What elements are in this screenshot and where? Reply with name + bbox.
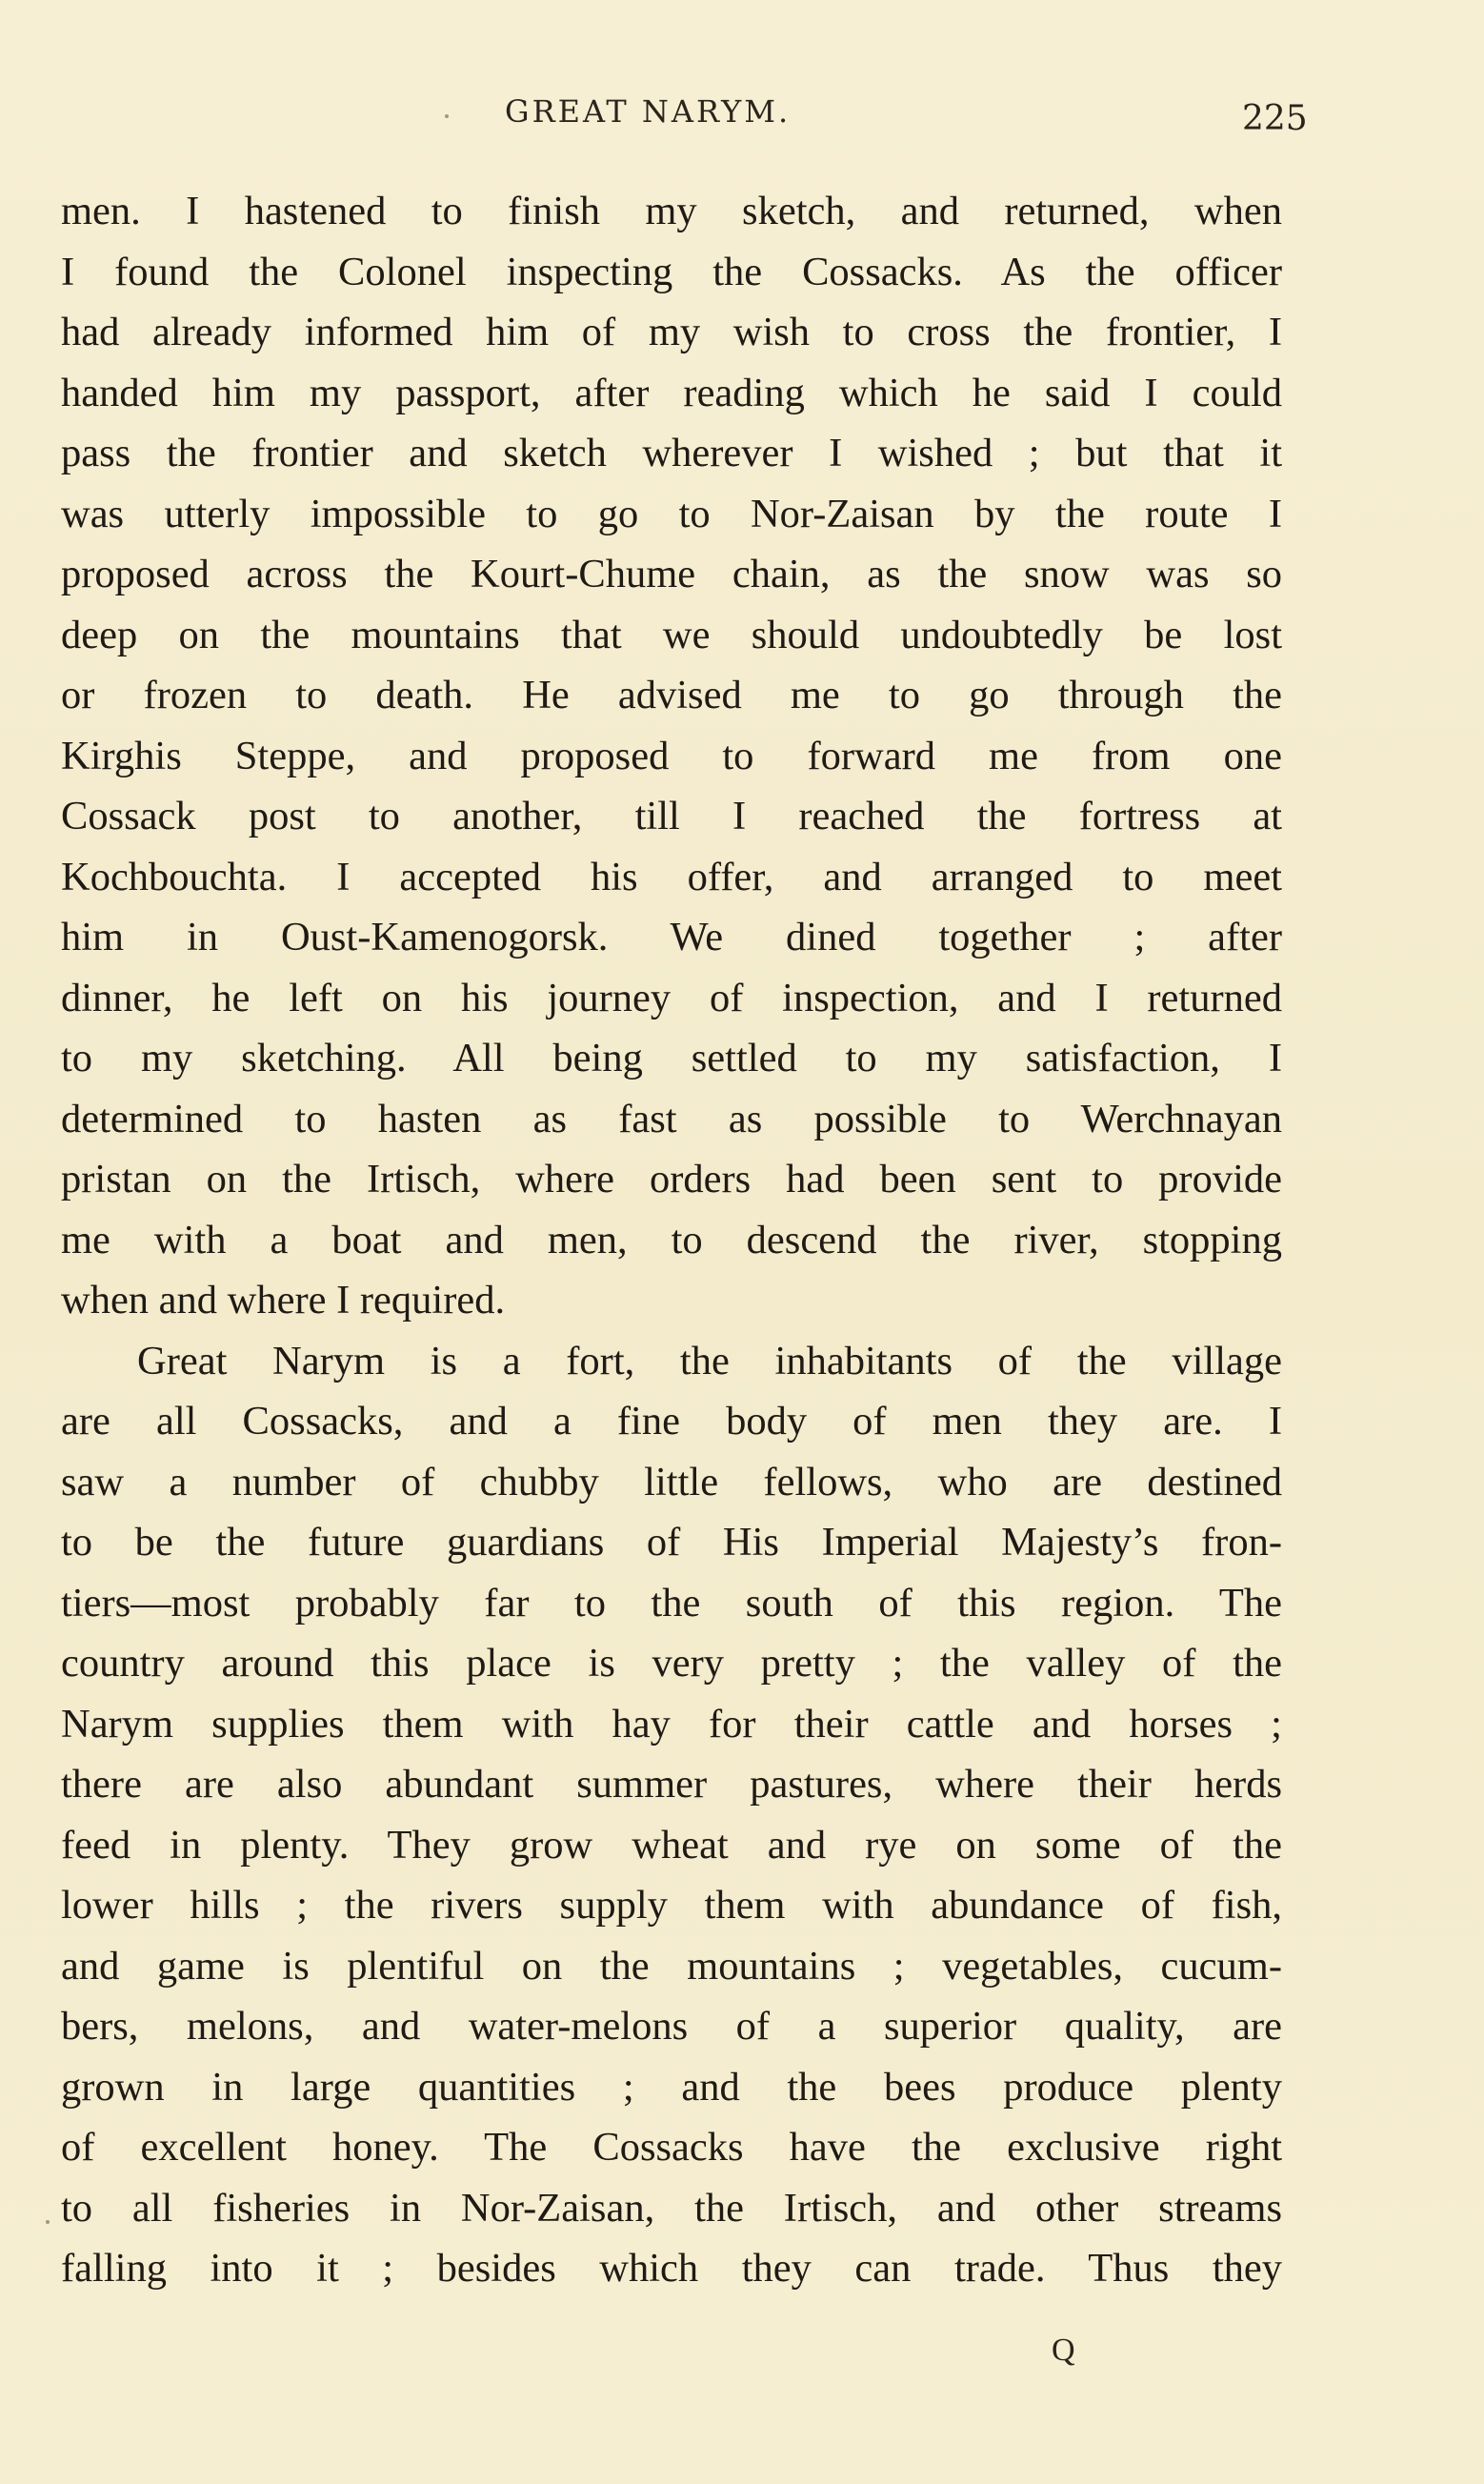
text-line: dinner, he left on his journey of inspection, and I returned (61, 975, 1282, 1020)
text-line: pass the frontier and sketch wherever I wished ; but that it (61, 431, 1282, 475)
signature-mark: Q (1052, 2333, 1075, 2368)
paper-speck (46, 2220, 50, 2224)
text-line: proposed across the Kourt-Chume chain, as the snow was so (61, 552, 1282, 596)
text-line: handed him my passport, after reading which he said I could (61, 370, 1282, 415)
text-line: men. I hastened to finish my sketch, and returned, when (61, 189, 1282, 233)
text-line: to be the future guardians of His Imperial Majesty’s fron- (61, 1520, 1282, 1565)
text-line: him in Oust-Kamenogorsk. We dined together ; after (61, 915, 1282, 959)
text-line: tiers—most probably far to the south of this region. The (61, 1580, 1282, 1626)
text-line: I found the Colonel inspecting the Cossacks. As the officer (61, 249, 1282, 294)
text-line: saw a number of chubby little fellows, who are destined (61, 1459, 1282, 1505)
text-line: falling into it ; besides which they can trade. Thus they (61, 2246, 1282, 2291)
text-line: Great Narym is a fort, the inhabitants of the village (137, 1338, 1282, 1383)
text-line: deep on the mountains that we should undoubtedly be lost (61, 612, 1282, 657)
page-number: 225 (1242, 99, 1308, 138)
text-line: Cossack post to another, till I reached the fortress at (61, 794, 1282, 838)
text-line: determined to hasten as fast as possible to Werchnayan (61, 1096, 1282, 1141)
paper-speck (445, 114, 449, 118)
text-line: bers, melons, and water-melons of a superior quality, are (61, 2004, 1282, 2049)
text-line: pristan on the Irtisch, where orders had been sent to provide (61, 1157, 1282, 1202)
text-line: of excellent honey. The Cossacks have the exclusive right (61, 2125, 1282, 2170)
text-line: when and where I required. (61, 1278, 506, 1323)
text-line: Narym supplies them with hay for their cattle and horses ; (61, 1701, 1282, 1747)
text-line: there are also abundant summer pastures, where their herds (61, 1762, 1282, 1807)
text-line: and game is plentiful on the mountains ; vegetables, cucum- (61, 1943, 1282, 1989)
text-line: feed in plenty. They grow wheat and rye on some of the (61, 1822, 1282, 1868)
text-line: are all Cossacks, and a fine body of men they are. I (61, 1399, 1282, 1444)
text-line: or frozen to death. He advised me to go through the (61, 673, 1282, 717)
text-line: me with a boat and men, to descend the river, stopping (61, 1217, 1282, 1262)
text-line: country around this place is very pretty ; the valley of the (61, 1641, 1282, 1686)
text-line: Kirghis Steppe, and proposed to forward me from one (61, 733, 1282, 778)
text-line: Kochbouchta. I accepted his offer, and arranged to meet (61, 854, 1282, 899)
text-line: to all fisheries in Nor-Zaisan, the Irtisch, and other streams (61, 2185, 1282, 2231)
text-line: to my sketching. All being settled to my satisfaction, I (61, 1036, 1282, 1080)
text-line: was utterly impossible to go to Nor-Zaisan by the route I (61, 491, 1282, 536)
running-title: GREAT NARYM. (505, 93, 792, 130)
text-line: lower hills ; the rivers supply them with abundance of fish, (61, 1883, 1282, 1928)
text-line: had already informed him of my wish to cross the frontier, I (61, 310, 1282, 354)
text-line: grown in large quantities ; and the bees produce plenty (61, 2064, 1282, 2110)
running-head (0, 93, 1484, 151)
body-text (61, 181, 1282, 2299)
